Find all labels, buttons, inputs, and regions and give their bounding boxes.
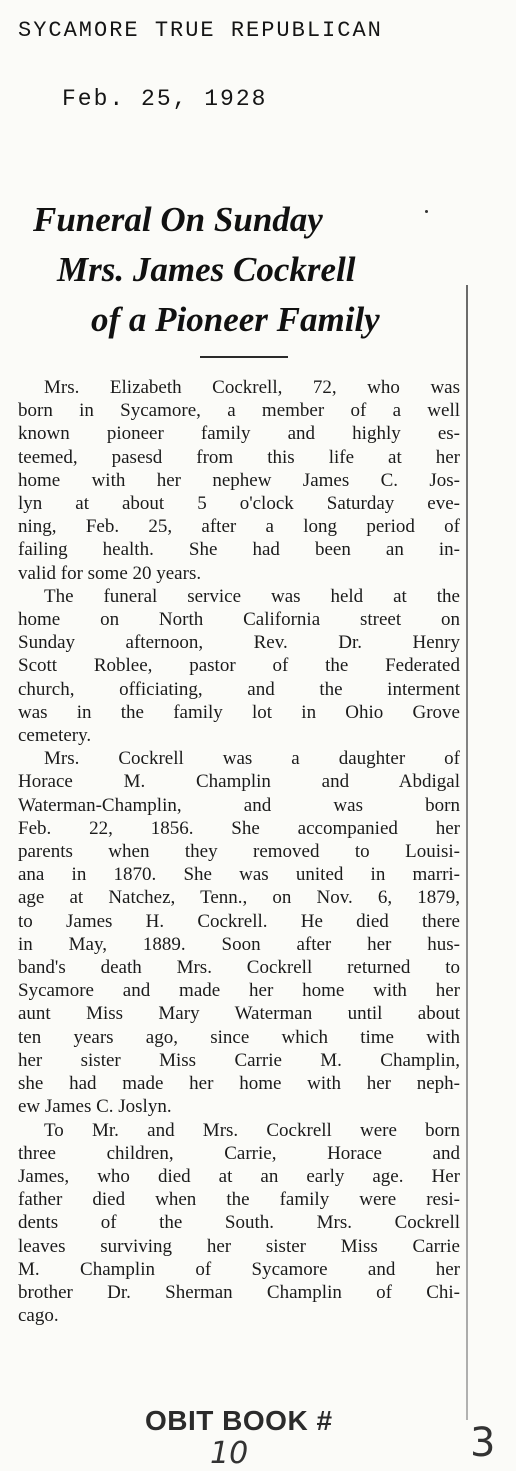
article-line: James, who died at an early age. Her (18, 1165, 460, 1187)
article-line: ana in 1870. She was united in marri- (18, 864, 460, 886)
article-line: home with her nephew James C. Jos- (18, 469, 460, 491)
newspaper-name: SYCAMORE TRUE REPUBLICAN (18, 18, 383, 43)
article-line: valid for some 20 years. (18, 562, 202, 584)
article-line: home on North California street on (18, 609, 460, 631)
column-rule (466, 285, 468, 1420)
headline-line-1: Funeral On Sunday (33, 200, 323, 239)
article-line: three children, Carrie, Horace and (18, 1142, 460, 1164)
article-line: ning, Feb. 25, after a long period of (18, 516, 460, 538)
article-line: known pioneer family and highly es- (18, 423, 460, 445)
article-line: Waterman-Champlin, and was born (18, 794, 460, 816)
handwritten-number-right: 3 (470, 1420, 496, 1466)
article-line: born in Sycamore, a member of a well (18, 400, 460, 422)
article-line: Scott Roblee, pastor of the Federated (18, 655, 460, 677)
article-line: The funeral service was held at the (44, 585, 460, 607)
article-line: to James H. Cockrell. He died there (18, 910, 460, 932)
article-line: band's death Mrs. Cockrell returned to (18, 957, 460, 979)
publication-date: Feb. 25, 1928 (62, 86, 268, 112)
article-line: M. Champlin of Sycamore and her (18, 1258, 460, 1280)
article-line: ten years ago, since which time with (18, 1026, 460, 1048)
article-line: To Mr. and Mrs. Cockrell were born (44, 1119, 460, 1141)
article-line: church, officiating, and the interment (18, 678, 460, 700)
headline-divider (200, 356, 288, 358)
headline-line-2: Mrs. James Cockrell (57, 250, 356, 289)
article-line: leaves surviving her sister Miss Carrie (18, 1235, 460, 1257)
article-line: father died when the family were resi- (18, 1189, 460, 1211)
article-line: her sister Miss Carrie M. Champlin, (18, 1049, 460, 1071)
article-line: brother Dr. Sherman Champlin of Chi- (18, 1281, 460, 1303)
article-line: age at Natchez, Tenn., on Nov. 6, 1879, (18, 887, 460, 909)
article-line: in May, 1889. Soon after her hus- (18, 933, 460, 955)
article-line: dents of the South. Mrs. Cockrell (18, 1212, 460, 1234)
article-line: Sunday afternoon, Rev. Dr. Henry (18, 632, 460, 654)
article-body (18, 376, 460, 1327)
article-line: was in the family lot in Ohio Grove (18, 701, 460, 723)
article-line: lyn at about 5 o'clock Saturday eve- (18, 493, 460, 515)
article-line: aunt Miss Mary Waterman until about (18, 1003, 460, 1025)
article-line: parents when they removed to Louisi- (18, 841, 460, 863)
handwritten-number-left: 10 (210, 1436, 249, 1471)
article-line: cemetery. (18, 725, 92, 747)
article-line: Horace M. Champlin and Abdigal (18, 771, 460, 793)
ink-speck (425, 210, 428, 213)
article-line: Mrs. Elizabeth Cockrell, 72, who was (44, 377, 460, 398)
article-line: ew James C. Joslyn. (18, 1096, 172, 1118)
article-line: teemed, pasesd from this life at her (18, 446, 460, 468)
article-line: Mrs. Cockrell was a daughter of (44, 748, 460, 770)
article-line: she had made her home with her neph- (18, 1073, 460, 1095)
article-line: Feb. 22, 1856. She accompanied her (18, 817, 460, 839)
headline-line-3: of a Pioneer Family (91, 300, 380, 339)
article-line: failing health. She had been an in- (18, 539, 460, 561)
article-line: Sycamore and made her home with her (18, 980, 460, 1002)
obit-book-stamp: OBIT BOOK # (145, 1405, 333, 1436)
article-line: cago. (18, 1305, 59, 1327)
